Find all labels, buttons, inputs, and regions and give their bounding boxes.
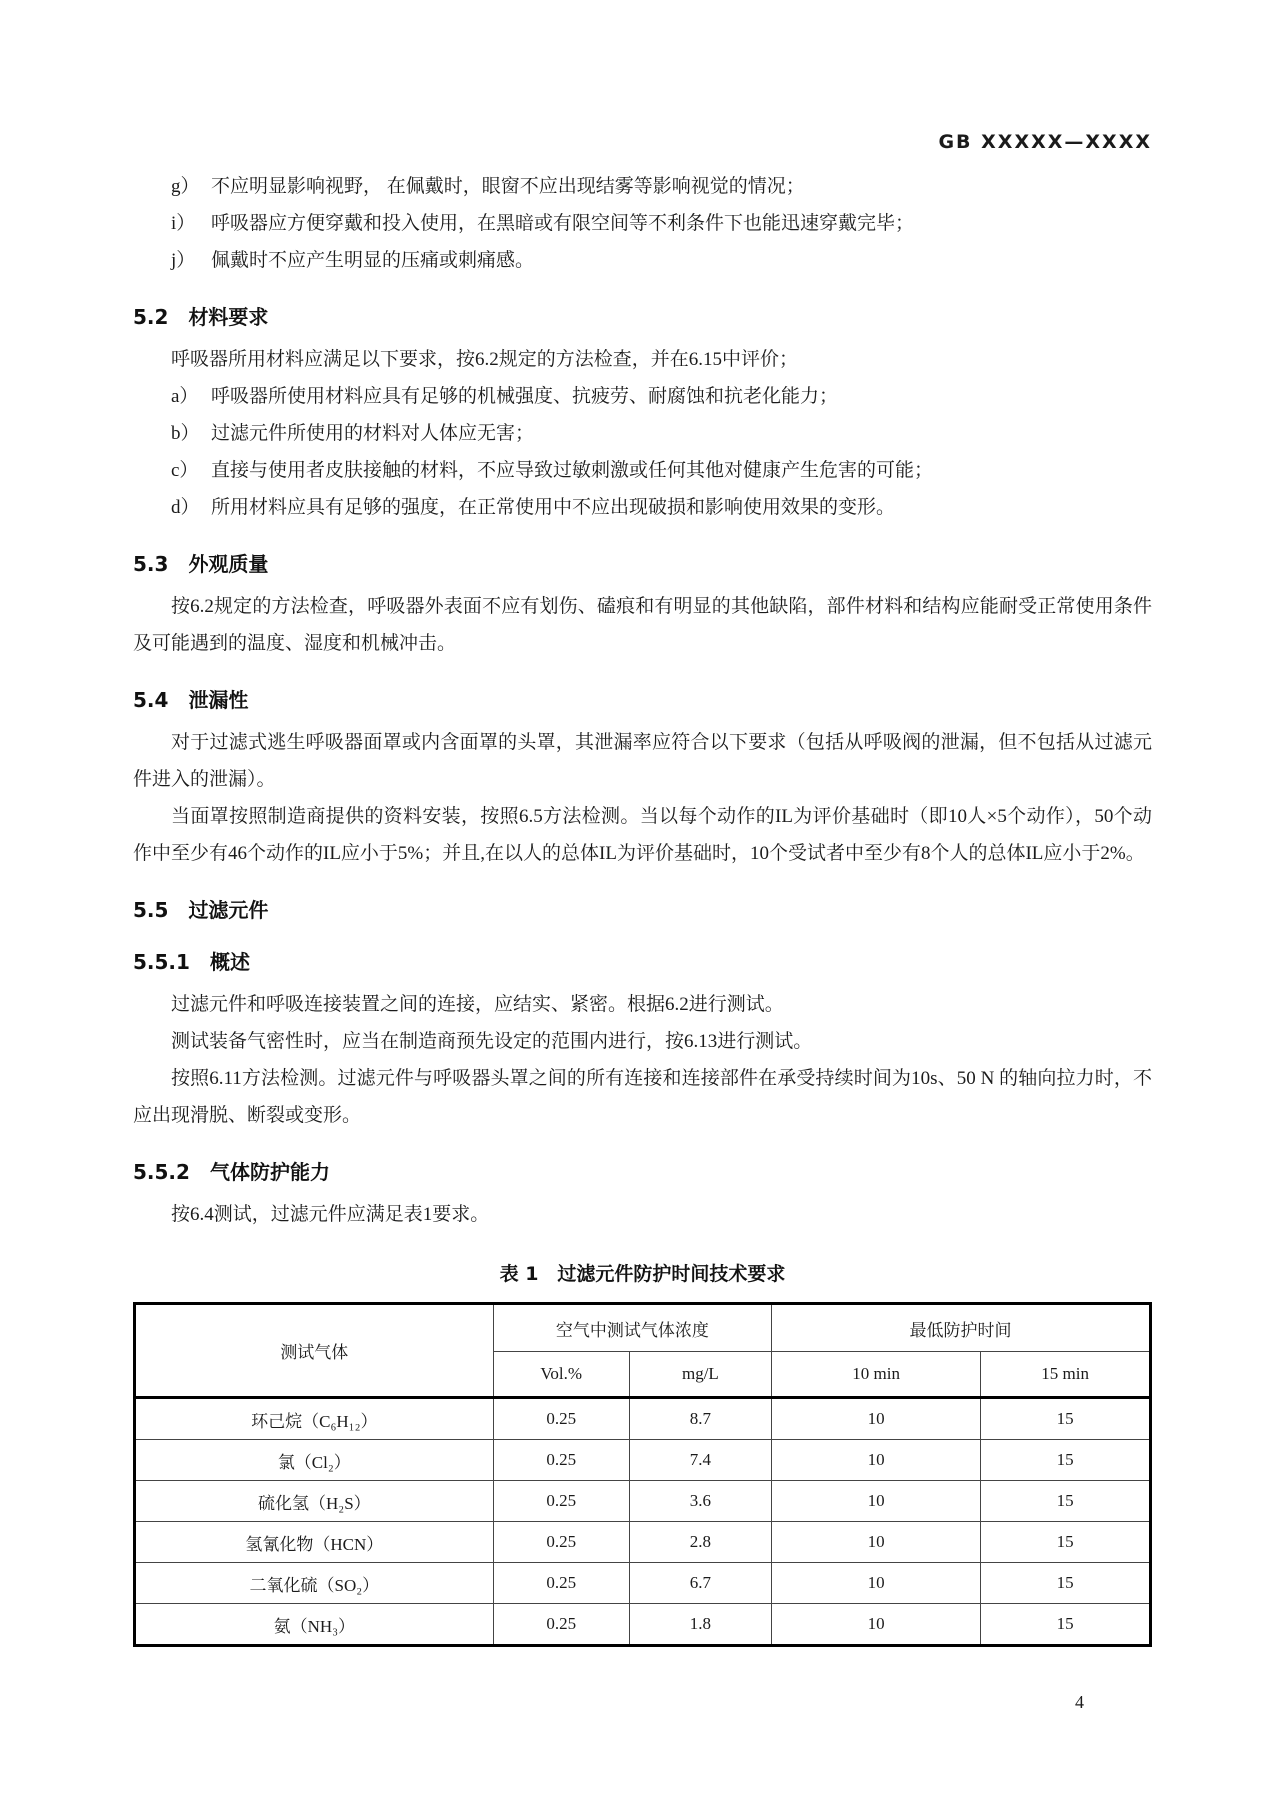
cell-gas: 硫化氢（H₂S） xyxy=(135,1481,494,1522)
section-heading-5-3 xyxy=(133,550,1152,578)
list-item xyxy=(133,242,1152,279)
list-item-text: 呼吸器应方便穿戴和投入使用，在黑暗或有限空间等不利条件下也能迅速穿戴完毕； xyxy=(211,213,915,234)
paragraph: 过滤元件和呼吸连接装置之间的连接，应结实、紧密。根据6.2进行测试。 xyxy=(171,994,784,1015)
section-title: 材料要求 xyxy=(188,305,269,329)
section-number: 5.5 xyxy=(133,898,169,922)
section-heading-5-5-2 xyxy=(133,1158,1152,1186)
paragraph: 按6.4测试，过滤元件应满足表1要求。 xyxy=(171,1204,490,1225)
section-heading-5-4 xyxy=(133,686,1152,714)
table-row xyxy=(135,1481,1151,1522)
table-header-row-groups xyxy=(135,1304,1151,1352)
paragraph: 按6.2规定的方法检查，呼吸器外表面不应有划伤、磕痕和有明显的其他缺陷，部件材料和结构应能耐受正常使用条件及可能遇到的温度、湿度和机械冲击。 xyxy=(133,596,1152,654)
cell-mgl: 8.7 xyxy=(629,1398,771,1440)
section-heading-5-2 xyxy=(133,303,1152,331)
list-item-label: j） xyxy=(171,250,196,271)
requirement-list-top xyxy=(133,168,1152,279)
cell-15min: 15 xyxy=(981,1398,1151,1440)
list-item-text: 过滤元件所使用的材料对人体应无害； xyxy=(211,423,535,444)
list-item-text: 所用材料应具有足够的强度，在正常使用中不应出现破损和影响使用效果的变形。 xyxy=(211,497,896,518)
cell-vol: 0.25 xyxy=(493,1563,629,1604)
section-number: 5.4 xyxy=(133,688,169,712)
cell-15min: 15 xyxy=(981,1563,1151,1604)
cell-15min: 15 xyxy=(981,1604,1151,1646)
paragraph: 测试装备气密性时，应当在制造商预先设定的范围内进行，按6.13进行测试。 xyxy=(171,1031,813,1052)
cell-gas: 氢氰化物（HCN） xyxy=(135,1522,494,1563)
list-item-label: g） xyxy=(171,176,200,197)
list-item-label: b） xyxy=(171,423,200,444)
section-title: 过滤元件 xyxy=(188,898,269,922)
section-heading-5-5-1 xyxy=(133,948,1152,976)
column-group-concentration: 空气中测试气体浓度 xyxy=(493,1304,771,1352)
table-row xyxy=(135,1522,1151,1563)
section-number: 5.5.1 xyxy=(133,950,190,974)
table-row xyxy=(135,1604,1151,1646)
section-title: 气体防护能力 xyxy=(209,1160,330,1184)
cell-10min: 10 xyxy=(772,1522,981,1563)
section-number: 5.3 xyxy=(133,552,169,576)
table-row xyxy=(135,1398,1151,1440)
cell-mgl: 3.6 xyxy=(629,1481,771,1522)
section-heading-5-5 xyxy=(133,896,1152,924)
list-item xyxy=(133,205,1152,242)
column-header-15min: 15 min xyxy=(981,1352,1151,1398)
list-item xyxy=(133,489,1152,526)
column-header-gas: 测试气体 xyxy=(135,1304,494,1398)
cell-mgl: 6.7 xyxy=(629,1563,771,1604)
list-item xyxy=(133,168,1152,205)
section-title: 外观质量 xyxy=(188,552,269,576)
list-item xyxy=(133,378,1152,415)
cell-mgl: 1.8 xyxy=(629,1604,771,1646)
column-header-mgl: mg/L xyxy=(629,1352,771,1398)
section-title: 泄漏性 xyxy=(188,688,249,712)
list-item xyxy=(133,415,1152,452)
page-number: 4 xyxy=(1075,1692,1084,1712)
cell-mgl: 2.8 xyxy=(629,1522,771,1563)
cell-vol: 0.25 xyxy=(493,1522,629,1563)
table-1-caption: 表 1 过滤元件防护时间技术要求 xyxy=(499,1263,786,1285)
cell-10min: 10 xyxy=(772,1481,981,1522)
cell-15min: 15 xyxy=(981,1481,1151,1522)
cell-15min: 15 xyxy=(981,1440,1151,1481)
cell-gas: 二氧化硫（SO₂） xyxy=(135,1563,494,1604)
cell-10min: 10 xyxy=(772,1440,981,1481)
standard-number-header: GB XXXXX—XXXX xyxy=(938,131,1152,153)
column-header-vol: Vol.% xyxy=(493,1352,629,1398)
list-item-label: a） xyxy=(171,386,199,407)
cell-vol: 0.25 xyxy=(493,1604,629,1646)
cell-vol: 0.25 xyxy=(493,1398,629,1440)
paragraph: 对于过滤式逃生呼吸器面罩或内含面罩的头罩，其泄漏率应符合以下要求（包括从呼吸阀的泄漏，但不包括从过滤元件进入的泄漏）。 xyxy=(133,732,1152,790)
list-item-label: c） xyxy=(171,460,199,481)
column-header-10min: 10 min xyxy=(772,1352,981,1398)
list-item-label: i） xyxy=(171,213,196,234)
list-item-label: d） xyxy=(171,497,200,518)
list-item-text: 呼吸器所使用材料应具有足够的机械强度、抗疲劳、耐腐蚀和抗老化能力； xyxy=(211,386,839,407)
cell-10min: 10 xyxy=(772,1563,981,1604)
paragraph: 呼吸器所用材料应满足以下要求，按6.2规定的方法检查，并在6.15中评价； xyxy=(171,349,799,370)
table-row xyxy=(135,1440,1151,1481)
column-group-protection-time: 最低防护时间 xyxy=(772,1304,1151,1352)
cell-10min: 10 xyxy=(772,1604,981,1646)
cell-vol: 0.25 xyxy=(493,1440,629,1481)
cell-gas: 氨（NH₃） xyxy=(135,1604,494,1646)
cell-mgl: 7.4 xyxy=(629,1440,771,1481)
list-item-text: 直接与使用者皮肤接触的材料，不应导致过敏刺激或任何其他对健康产生危害的可能； xyxy=(211,460,934,481)
table-row xyxy=(135,1563,1151,1604)
cell-15min: 15 xyxy=(981,1522,1151,1563)
list-item-text: 不应明显影响视野， 在佩戴时，眼窗不应出现结雾等影响视觉的情况； xyxy=(211,176,805,197)
requirement-list-5-2 xyxy=(133,378,1152,526)
list-item-text: 佩戴时不应产生明显的压痛或刺痛感。 xyxy=(211,250,535,271)
cell-10min: 10 xyxy=(772,1398,981,1440)
cell-gas: 氯（Cl₂） xyxy=(135,1440,494,1481)
table-1-filter-protection-times xyxy=(133,1302,1152,1647)
cell-gas: 环己烷（C₆H₁₂） xyxy=(135,1398,494,1440)
section-number: 5.5.2 xyxy=(133,1160,190,1184)
section-number: 5.2 xyxy=(133,305,169,329)
section-title: 概述 xyxy=(209,950,250,974)
cell-vol: 0.25 xyxy=(493,1481,629,1522)
list-item xyxy=(133,452,1152,489)
paragraph: 当面罩按照制造商提供的资料安装，按照6.5方法检测。当以每个动作的IL为评价基础时（即10人×5个动作），50个动作中至少有46个动作的IL应小于5%；并且,在以人的总体IL为评价基础时，10个受试者中至少有8个人的总体IL应小于2%。 xyxy=(133,806,1152,864)
paragraph: 按照6.11方法检测。过滤元件与呼吸器头罩之间的所有连接和连接部件在承受持续时间为10s、50 N 的轴向拉力时，不应出现滑脱、断裂或变形。 xyxy=(133,1068,1152,1126)
